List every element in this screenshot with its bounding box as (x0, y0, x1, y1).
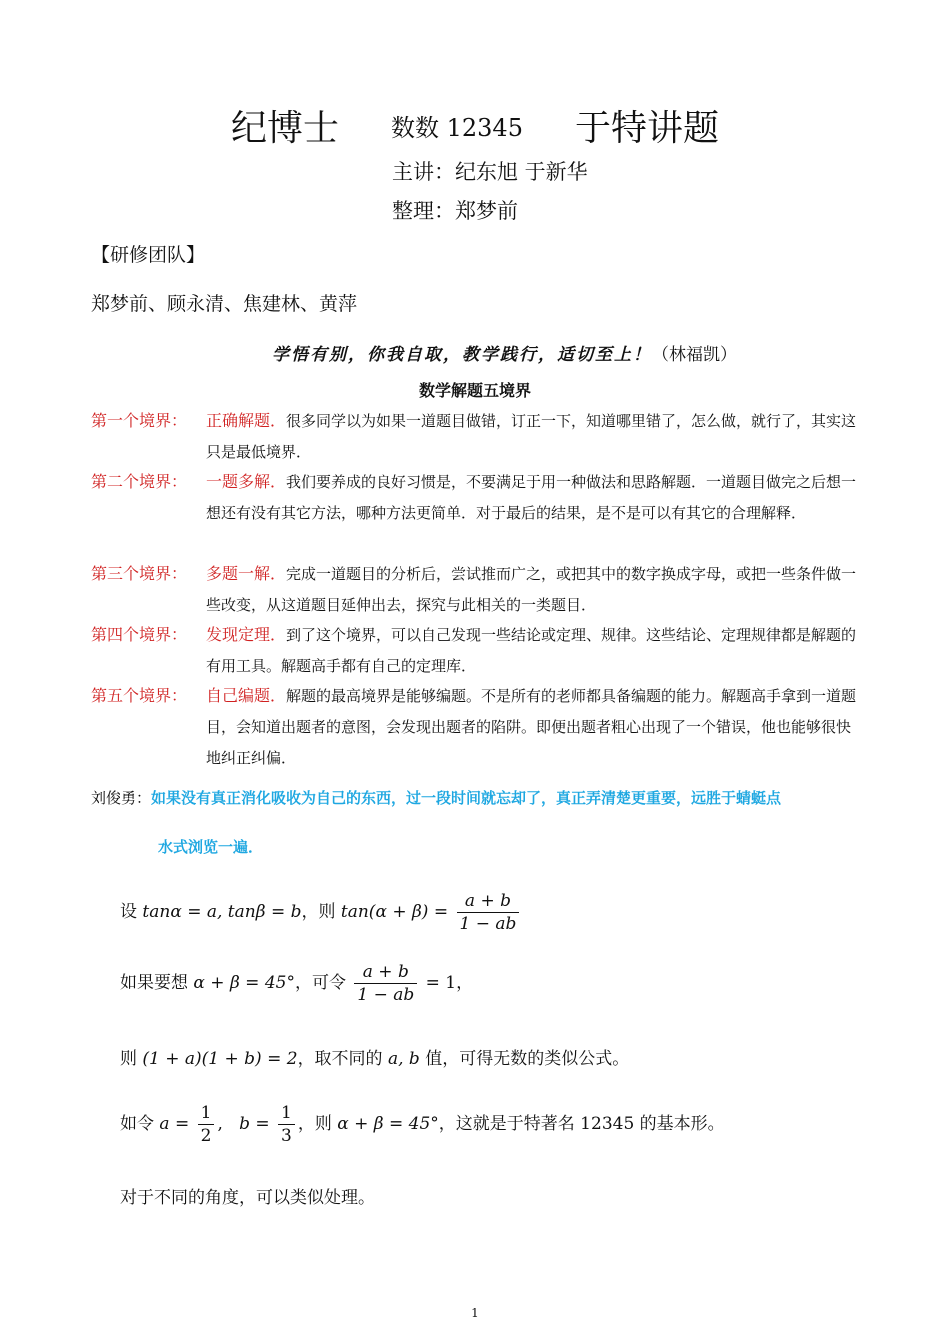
math-line-2 (120, 961, 473, 1006)
title-right: 于特讲题 (574, 108, 719, 149)
page-title (0, 100, 950, 151)
quote-line-2 (158, 836, 938, 857)
realm-text: 很多同学以为如果一道题目做错，订正一下，知道哪里错了，怎么做，就行了，其实这只是最低境界． (206, 412, 857, 461)
realm-key: 自己编题． (206, 686, 287, 705)
realm-label: 第一个境界： (91, 411, 188, 430)
realm-label: 第二个境界： (91, 472, 188, 491)
realm-text: 到了这个境界，可以自己发现一些结论或定理、规律。这些结论、定理规律都是解题的有用工具。解题高手都有自己的定理库． (206, 626, 857, 675)
math-expr: α + β = 45° (337, 1114, 439, 1134)
quote-line-1 (91, 787, 871, 808)
math-text: 设 (120, 902, 137, 922)
fraction-denominator: 3 (281, 1126, 292, 1146)
math-text: ，这就是于特著名 12345 的基本形。 (438, 1114, 725, 1134)
math-text: ，则 (297, 1114, 332, 1134)
math-text: 则 (120, 1049, 137, 1069)
team-heading: 【研修团队】 (91, 244, 206, 266)
quote-text-cont: 水式浏览一遍． (158, 838, 264, 856)
realm-text: 完成一道题目的分析后，尝试推而广之，或把其中的数字换成字母，或把一些条件做一些改变，从这道题目延伸出去，探究与此相关的一类题目． (206, 565, 857, 614)
title-left: 纪博士 (230, 108, 339, 149)
math-expr: a, b (387, 1049, 420, 1069)
math-text: 如令 (120, 1114, 154, 1134)
realm-key: 正确解题． (206, 411, 287, 430)
realm-key: 多题一解． (206, 564, 287, 583)
fraction-denominator: 1 − ab (459, 914, 517, 934)
realm-text: 我们要养成的良好习惯是，不要满足于用一种做法和思路解题．一道题目做完之后想一想还有没有其它方法，哪种方法更简单．对于最后的结果，是不是可以有其它的合理解释． (206, 473, 857, 522)
page-number: 1 (471, 1306, 479, 1320)
realm-key: 一题多解． (206, 472, 287, 491)
fraction (457, 890, 520, 935)
motto-author: （林福凯） (652, 345, 737, 365)
math-expr: = 1， (425, 973, 474, 993)
math-text: ，则 (301, 902, 336, 922)
math-expr: α + β = 45° (193, 973, 295, 993)
math-text: 值，可得无数的类似公式。 (425, 1049, 630, 1069)
realm-item-3 (91, 558, 861, 621)
fraction (278, 1102, 295, 1147)
fraction-numerator: 1 (278, 1102, 295, 1125)
presenter-line: 主讲：纪东旭 于新华 (392, 160, 588, 184)
math-expr: tan(α + β) = (340, 902, 449, 922)
realm-text: 解题的最高境界是能够编题。不是所有的老师都具备编题的能力。解题高手拿到一道题目，会知道出题者的意图，会发现出题者的陷阱。即便出题者粗心出现了一个错误，他也能够很快地纠正纠偏． (206, 687, 857, 767)
math-expr: a = (159, 1114, 190, 1134)
fraction-numerator: a + b (457, 890, 520, 913)
editor-line: 整理：郑梦前 (392, 199, 518, 223)
fraction-numerator: 1 (198, 1102, 215, 1125)
realm-item-1 (91, 405, 861, 468)
math-text: ，可令 (294, 973, 346, 993)
fraction (198, 1102, 215, 1147)
fraction-denominator: 2 (200, 1126, 212, 1146)
realm-label: 第五个境界： (91, 686, 188, 705)
math-text: 如果要想 (120, 973, 188, 993)
math-line-3 (120, 1044, 629, 1069)
realm-label: 第三个境界： (91, 564, 188, 583)
math-line-5: 对于不同的角度，可以类似处理。 (120, 1188, 375, 1208)
motto-text: 学悟有别，你我自取，教学践行，适切至上！ (272, 345, 652, 365)
realm-item-4 (91, 619, 861, 682)
math-expr: (1 + a)(1 + b) = 2 (142, 1049, 298, 1069)
realm-key: 发现定理． (206, 625, 287, 644)
math-expr: tanα = a, tanβ = b (142, 902, 302, 922)
quote-name: 刘俊勇： (91, 789, 152, 807)
title-mid: 数数 12345 (391, 114, 523, 142)
quote-text: 如果没有真正消化吸收为自己的东西，过一段时间就忘却了，真正弄清楚更重要，远胜于蜻蜓点 (151, 789, 782, 807)
fraction-denominator: 1 − ab (357, 985, 415, 1005)
team-members: 郑梦前、顾永清、焦建林、黄萍 (91, 293, 358, 315)
motto (272, 340, 737, 365)
realms-title: 数学解题五境界 (418, 381, 531, 400)
math-expr: b = (239, 1114, 270, 1134)
fraction-numerator: a + b (354, 961, 417, 984)
math-line-4: 如令 a = $\frac{1}{2}$ , b = $\frac{1}{3}$ ，则 α + β = 45°，这就是于特著名 12345 的基本形。 (120, 1103, 725, 1146)
realm-label: 第四个境界： (91, 625, 188, 644)
realm-item-2 (91, 466, 861, 529)
math-text: ，取不同的 (297, 1049, 383, 1069)
fraction (354, 961, 417, 1006)
realm-item-5 (91, 680, 861, 774)
math-line-1 (120, 890, 522, 935)
